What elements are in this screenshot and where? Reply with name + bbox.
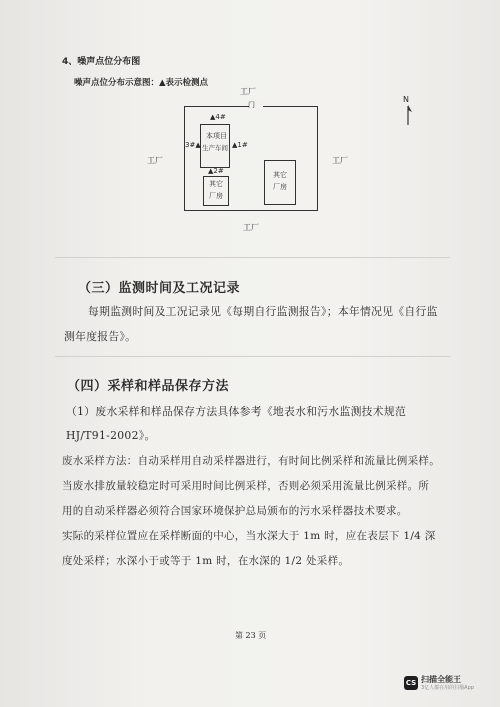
- watermark-name: 扫描全能王: [421, 675, 461, 684]
- watermark-tagline: 3亿人都在用的扫描App: [421, 685, 474, 691]
- section-4-title: 4、噪声点位分布图: [62, 57, 141, 67]
- gate-label: 门: [248, 101, 255, 109]
- building-main: [200, 124, 230, 168]
- point-2: ▲2#: [208, 167, 224, 175]
- sampling-line-1: （1）废水采样和样品保存方法具体参考《地表水和污水监测技术规范: [66, 405, 407, 418]
- sampling-line-2: HJ/T91-2002》。: [66, 429, 156, 442]
- building-other-2: [264, 160, 296, 205]
- building-main-line1: 本项目: [206, 132, 227, 140]
- factory-label-left: 工厂: [147, 156, 163, 165]
- page-number: 第 23 页: [235, 631, 267, 640]
- point-4: ▲4#: [210, 113, 226, 121]
- sampling-line-4: 当废水排放量较稳定时可采用时间比例采样，否则必须采用流量比例采样。所: [62, 480, 430, 492]
- section-3-line-1: 每期监测时间及工况记录见《每期自行监测报告》；本年情况见《自行监: [88, 305, 438, 318]
- cs-logo-icon: CS: [404, 676, 418, 690]
- diagram-caption: 噪声点位分布示意图：▲表示检测点: [74, 78, 209, 88]
- building-other-2-line1: 其它: [273, 171, 287, 179]
- sampling-line-5: 用的自动采样器必须符合国家环境保护总局颁布的污水采样器技术要求。: [62, 505, 408, 517]
- point-3: 3#▲: [185, 141, 201, 149]
- building-other-1-line2: 厂房: [209, 192, 223, 200]
- section-3-line-2: 测年度报告》。: [64, 330, 137, 343]
- point-1: ▲1#: [232, 141, 248, 149]
- north-arrow-icon: [403, 104, 415, 126]
- section-3-heading: （三）监测时间及工况记录: [78, 281, 241, 296]
- separator: [55, 257, 450, 258]
- building-other-1-line1: 其它: [209, 180, 223, 188]
- section-4b-heading: （四）采样和样品保存方法: [67, 379, 230, 394]
- separator: [55, 356, 450, 357]
- factory-label-top: 工厂: [240, 87, 256, 96]
- building-other-2-line2: 厂房: [273, 183, 287, 191]
- sampling-line-7: 度处采样；水深小于或等于 1m 时，在水深的 1/2 处采样。: [62, 555, 350, 567]
- sampling-line-3: 废水采样方法：自动采样用自动采样器进行，有时间比例采样和流量比例采样。: [62, 455, 440, 467]
- sampling-line-6: 实际的采样位置应在采样断面的中心，当水深大于 1m 时，应在表层下 1/4 深: [62, 530, 436, 542]
- factory-label-bottom: 工厂: [243, 223, 259, 232]
- building-main-line2: 生产车间: [202, 144, 228, 152]
- factory-label-right: 工厂: [332, 156, 348, 165]
- north-label: N: [403, 95, 409, 104]
- building-other-1: [203, 176, 229, 206]
